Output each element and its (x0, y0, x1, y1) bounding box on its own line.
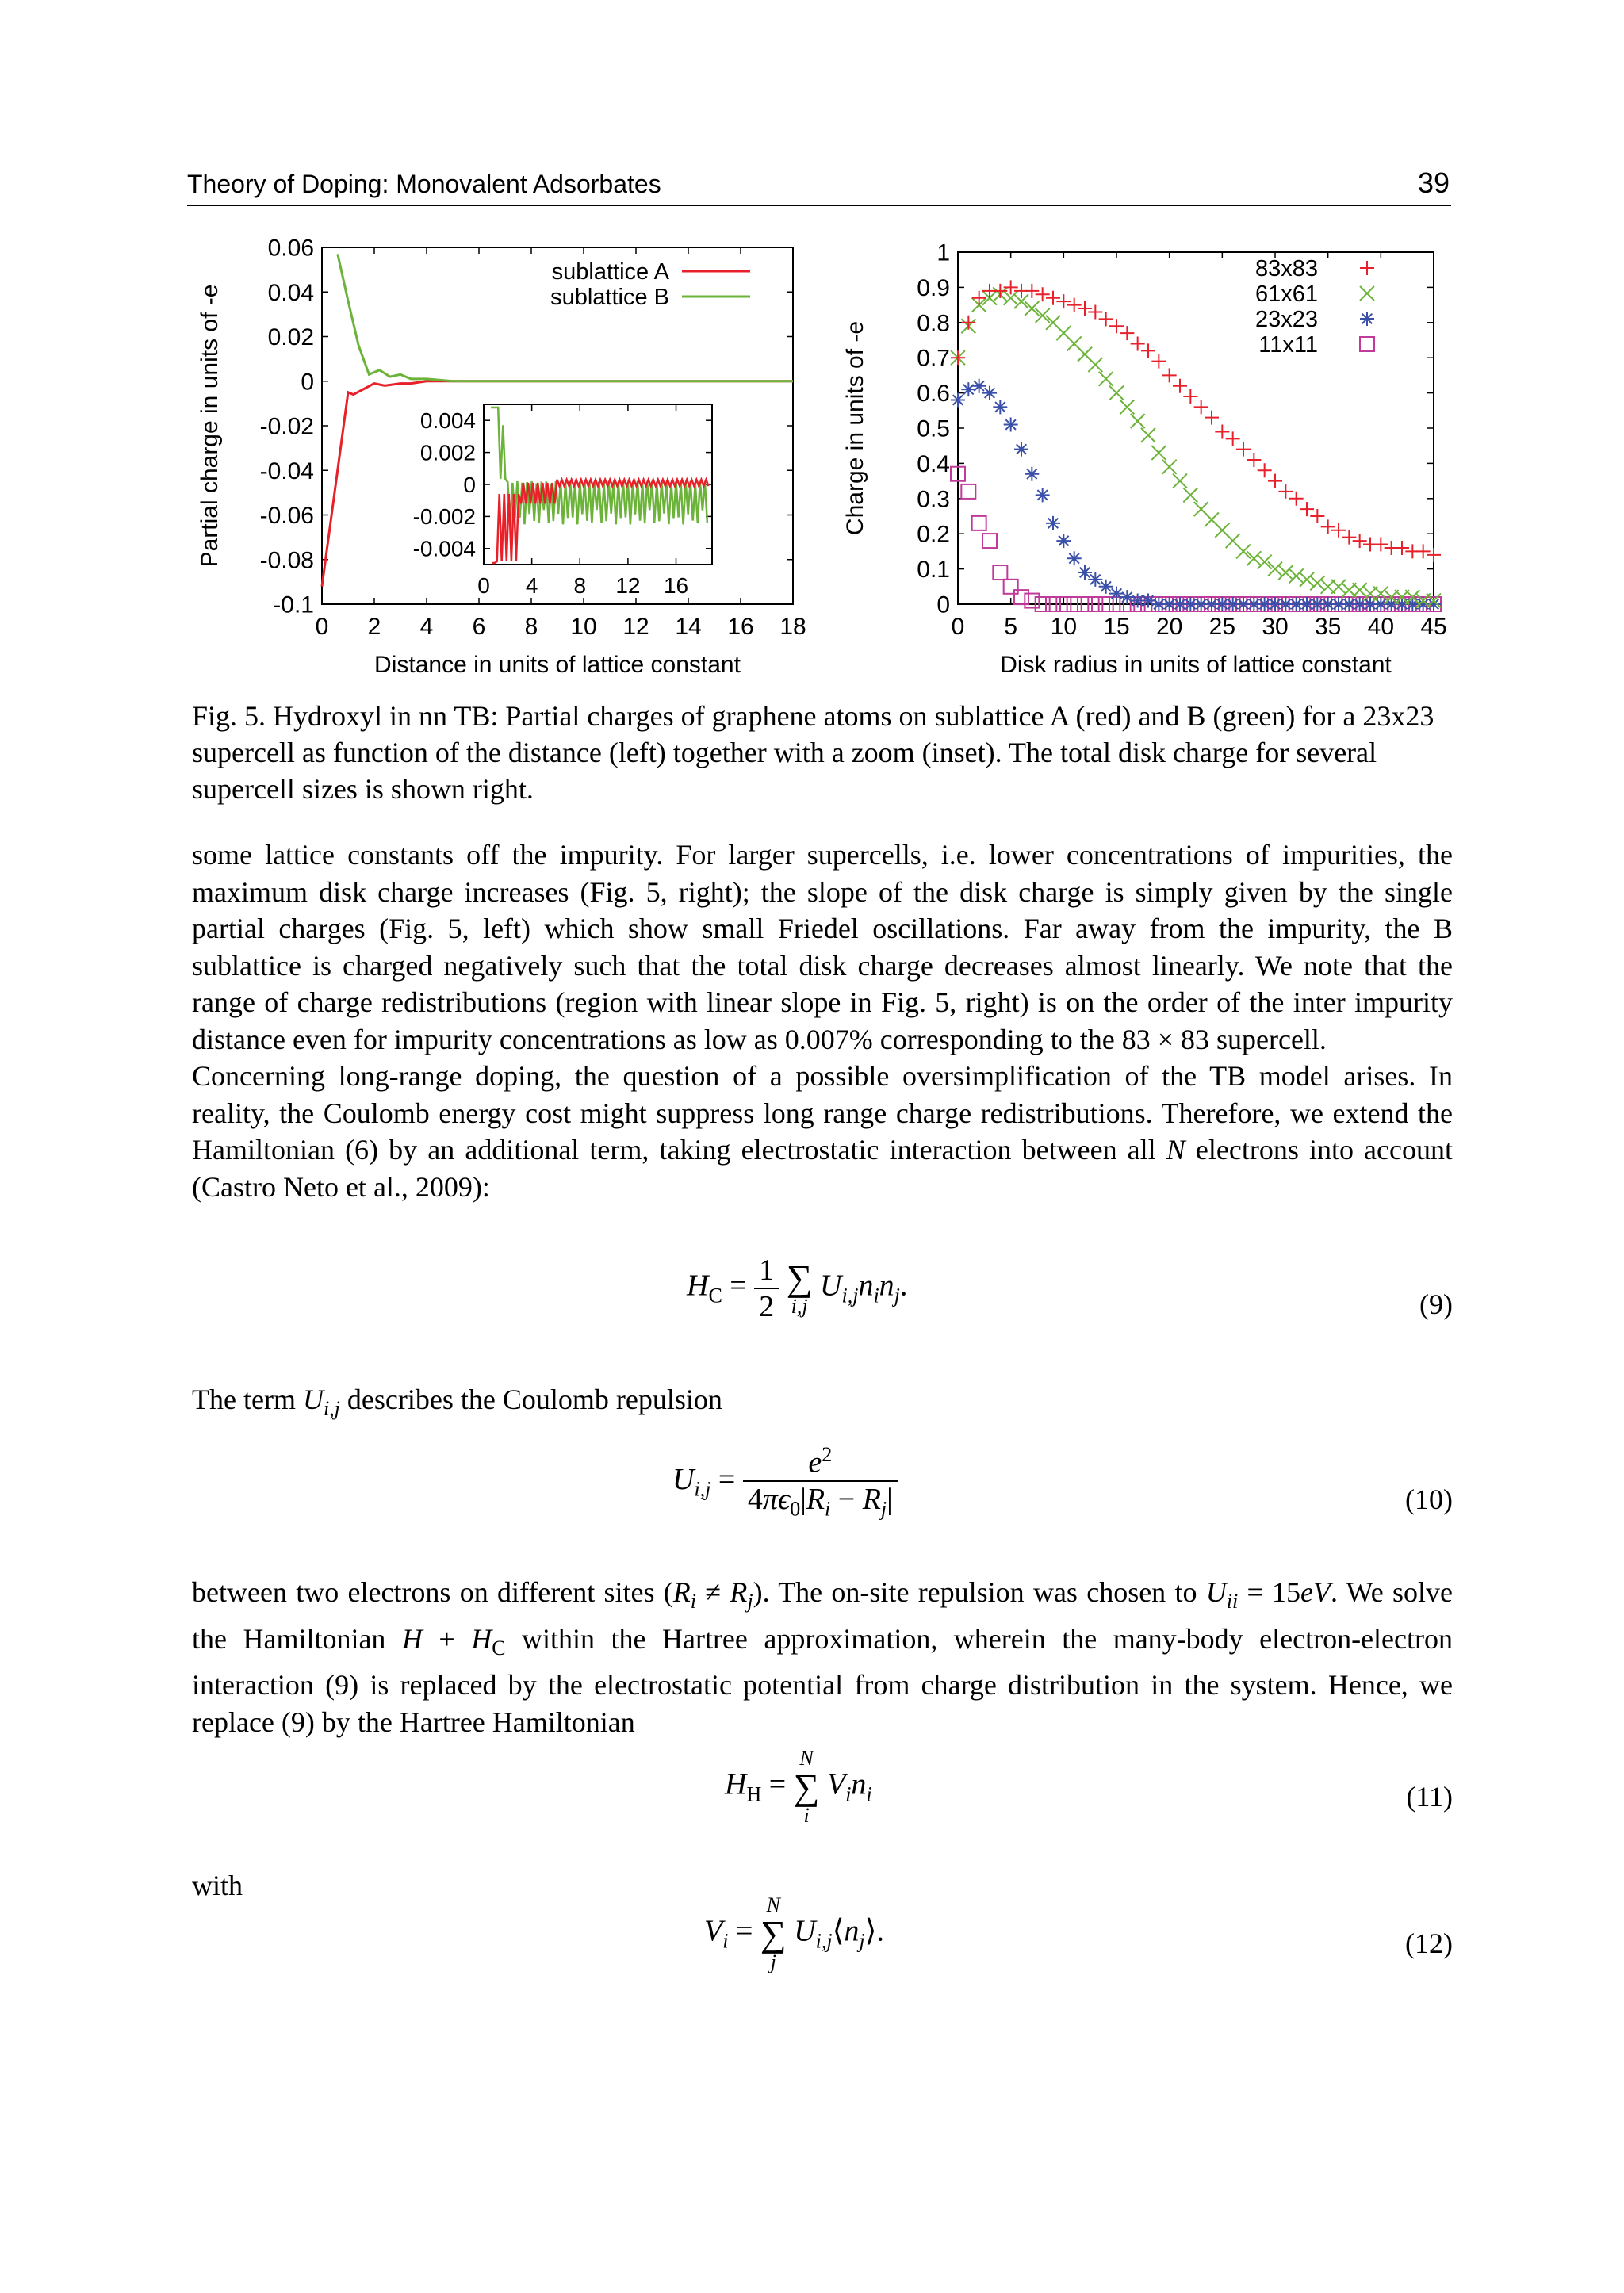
right-chart-legend-marker (1360, 337, 1374, 351)
right-chart-point (1236, 442, 1251, 457)
right-chart-point (1236, 544, 1251, 558)
left-chart-xtick-label: 12 (622, 614, 649, 640)
right-chart-legend-marker (1360, 312, 1374, 326)
right-chart-point (1258, 555, 1272, 569)
right-chart-point (1025, 467, 1039, 481)
right-chart-point (1046, 291, 1060, 305)
right-chart-point (1183, 488, 1197, 502)
left-chart-ytick-label: -0.06 (259, 503, 314, 529)
left-chart-y-axis-title: Partial charge in units of -e (197, 284, 223, 568)
right-chart-legend-label: 23x23 (1254, 307, 1318, 332)
right-chart-point (1014, 442, 1028, 457)
right-chart-point (1427, 597, 1441, 611)
left-chart-ytick-label: -0.08 (259, 547, 314, 574)
equation-10-number: (10) (1405, 1483, 1453, 1515)
right-chart-point (1099, 580, 1113, 594)
right-chart-xtick-label: 35 (1314, 614, 1342, 640)
inset-xtick-label: 12 (615, 573, 641, 598)
right-chart-point (961, 316, 975, 330)
equation-11-number: (11) (1406, 1781, 1453, 1813)
right-chart-point (1331, 580, 1346, 594)
right-chart-ytick-label: 0.7 (917, 345, 950, 372)
right-chart-point (1014, 590, 1028, 604)
right-chart-point (972, 516, 986, 530)
equation-9-number: (9) (1419, 1288, 1453, 1320)
right-chart-point (982, 386, 997, 400)
right-chart-xtick-label: 25 (1208, 614, 1236, 640)
left-chart-xtick-label: 8 (524, 614, 538, 640)
figure-caption: Fig. 5. Hydroxyl in nn TB: Partial charges of graphene atoms on sublattice A (red) and B (green) for a 23x23 supercell as function of the distance (left) together with a zoom (inset). The total disk charge for several supercell sizes is shown right. (192, 700, 1434, 805)
running-title: Theory of Doping: Monovalent Adsorbates (187, 170, 661, 198)
right-chart-xtick-label: 45 (1420, 614, 1447, 640)
right-chart-ytick-label: 0.6 (917, 381, 950, 408)
equation-12: $V_i$ = N ∑ j $U_{i,j}⟨n_j⟩$. (12) (704, 1893, 1453, 1973)
right-chart-point (1120, 400, 1134, 414)
right-chart-point (1205, 411, 1219, 425)
left-chart-ytick-label: -0.02 (259, 413, 314, 440)
right-chart-point (1427, 548, 1441, 562)
right-chart-point (1247, 551, 1261, 565)
right-chart-point (1247, 453, 1261, 467)
right-chart-point (1036, 308, 1050, 323)
right-chart-point (1025, 594, 1039, 608)
right-chart-xtick-label: 30 (1262, 614, 1289, 640)
right-chart-point (1036, 287, 1050, 301)
inset-ytick-label: -0.002 (412, 504, 476, 530)
right-chart-xtick-label: 40 (1367, 614, 1395, 640)
left-chart-x-axis-title: Distance in units of lattice constant (374, 652, 741, 678)
right-chart-point (982, 534, 997, 548)
right-chart-point (961, 484, 975, 499)
partial-charge-chart (187, 238, 822, 690)
right-chart-point (1067, 551, 1082, 565)
inset-xtick-label: 4 (525, 573, 538, 598)
inset-ytick-label: -0.004 (412, 536, 476, 561)
left-chart-ytick-label: 0 (301, 369, 314, 396)
right-chart-point (1310, 509, 1324, 523)
right-chart-point (1120, 326, 1134, 340)
right-chart-point (1004, 418, 1018, 432)
left-chart-xtick-label: 18 (779, 614, 806, 640)
right-chart-point (1300, 572, 1314, 587)
right-chart-point (1373, 538, 1388, 552)
with-text: with (192, 1870, 243, 1901)
right-chart-point (1183, 389, 1197, 404)
equation-9: $H_C$ = $\frac{1}{2}$ ∑ i,j $U_{i,j}n_in_j$. (9) (687, 1254, 1453, 1323)
right-chart-ytick-label: 0 (936, 591, 950, 618)
right-chart-point (951, 392, 965, 407)
right-chart-x-axis-title: Disk radius in units of lattice constant (1000, 652, 1392, 678)
right-chart-point (993, 284, 1007, 298)
right-chart-legend-marker (1360, 261, 1374, 275)
right-chart-point (1416, 544, 1431, 558)
right-chart-ytick-label: 0.2 (917, 521, 950, 548)
right-chart-ytick-label: 0.3 (917, 486, 950, 513)
body-paragraph-2: The term $U_{i,j}$ describes the Coulomb repulsion (192, 1384, 722, 1421)
right-chart-point (1151, 354, 1166, 369)
right-chart-point (1395, 541, 1409, 555)
right-chart-xtick-label: 5 (1004, 614, 1018, 640)
right-chart-point (1194, 400, 1208, 414)
right-chart-point (972, 379, 986, 393)
left-chart-ytick-label: 0.02 (267, 324, 314, 350)
equation-10: $U_{i,j}$ = $\frac{e^2}{4\pi\epsilon_0|R_i - R_j|}$ (10) (672, 1443, 1453, 1521)
right-chart-point (1173, 379, 1187, 393)
inset-xtick-label: 8 (573, 573, 587, 598)
right-chart-point (1151, 446, 1166, 460)
left-chart-ytick-label: 0.06 (267, 238, 314, 262)
right-chart-point (1300, 502, 1314, 516)
right-chart-legend-label: 83x83 (1254, 256, 1318, 281)
right-chart-point (1268, 562, 1282, 576)
inset-ytick-label: 0 (463, 472, 476, 497)
right-chart-ytick-label: 1 (936, 239, 950, 266)
right-chart-xtick-label: 20 (1155, 614, 1183, 640)
left-chart-xtick-label: 10 (570, 614, 597, 640)
right-chart-xtick-label: 0 (951, 614, 965, 640)
right-chart-point (1353, 534, 1367, 548)
right-chart-xtick-label: 10 (1050, 614, 1078, 640)
right-chart-ytick-label: 0.5 (917, 415, 950, 442)
right-chart-point (1088, 572, 1102, 587)
right-chart-point (1289, 568, 1304, 583)
left-chart-xtick-label: 6 (472, 614, 486, 640)
left-chart-xtick-label: 14 (675, 614, 702, 640)
right-chart-point (1162, 460, 1177, 474)
right-chart-point (1078, 565, 1092, 580)
inset-ytick-label: 0.004 (419, 408, 476, 433)
right-chart-point (961, 382, 975, 396)
right-chart-point (1226, 431, 1240, 446)
left-chart-ytick-label: 0.04 (267, 279, 314, 306)
right-chart-point (993, 565, 1007, 580)
right-chart-point (1131, 414, 1145, 428)
left-chart-xtick-label: 2 (367, 614, 381, 640)
left-chart-ytick-label: -0.04 (259, 457, 314, 484)
right-chart-xtick-label: 15 (1103, 614, 1130, 640)
right-chart-point (1141, 428, 1155, 442)
right-chart-ytick-label: 0.8 (917, 310, 950, 337)
left-chart-xtick-label: 4 (419, 614, 434, 640)
disk-charge-chart (825, 238, 1459, 690)
right-chart-point (1109, 587, 1124, 601)
left-chart-legend-label: sublattice A (551, 259, 669, 285)
right-chart-point (1278, 565, 1293, 580)
right-chart-point (1162, 368, 1177, 382)
right-chart-legend-label: 11x11 (1258, 332, 1318, 358)
right-chart-point (1353, 583, 1367, 597)
right-chart-point (1215, 424, 1229, 438)
right-chart-point (1173, 474, 1187, 488)
right-chart-point (1088, 358, 1102, 372)
right-chart-point (1141, 343, 1155, 358)
equation-11: $H_H$ = N ∑ i $V_in_i$ (11) (725, 1747, 1453, 1827)
right-chart-point (1056, 294, 1071, 308)
inset-xtick-label: 16 (663, 573, 689, 598)
right-chart-point (1258, 463, 1272, 477)
right-chart-point (1342, 530, 1356, 545)
right-chart-point (1078, 301, 1092, 316)
right-chart-point (1278, 484, 1293, 499)
right-chart-point (1120, 590, 1134, 604)
body-paragraph-1 (192, 836, 1453, 1205)
paragraph-1a: some lattice constants off the impurity. For larger supercells, i.e. lower concentrations of impurities, the maximum disk charge increases (Fig. 5, right); the slope of the disk charge is simply given by the single partial charges (Fig. 5, left) which show small Friedel oscillations. Far away from the impurity, the B sublattice is charged negatively such that the total disk charge decreases almost linearly. We note that the range of charge redistributions (region with linear slope in Fig. 5, right) is on the order of the inter impurity distance even for impurity concentrations as low as 0.007% corresponding to the 83 × 83 supercell. (192, 839, 1453, 1055)
inset-ytick-label: 0.002 (419, 440, 476, 465)
right-chart-point (1099, 372, 1113, 386)
right-chart-legend-label: 61x61 (1254, 281, 1318, 307)
right-chart-point (1109, 386, 1124, 400)
body-paragraph-3: between two electrons on different sites $(R_i \ne R_j)$. The on-site repulsion was chosen to $U_{ii} = 15eV$. We solve the Hamiltonian $H + H_C$ within the Hartree approximation, wherein the many-body electron-electron interaction (9) is replaced by the electrostatic potential from charge distribution in the system. Hence, we replace (9) by the Hartree Hamiltonian (192, 1576, 1453, 1738)
left-chart-ytick-label: -0.1 (273, 591, 314, 618)
inset-xtick-label: 0 (477, 573, 490, 598)
right-chart-point (1004, 580, 1018, 594)
right-chart-point (1036, 488, 1050, 502)
right-chart-point (1109, 319, 1124, 333)
right-chart-point (1141, 594, 1155, 608)
right-chart-point (1088, 304, 1102, 319)
right-chart-legend-marker (1360, 286, 1374, 301)
right-chart-point (1268, 474, 1282, 488)
right-chart-y-axis-title: Charge in units of -e (842, 320, 868, 536)
right-chart-point (1321, 519, 1335, 534)
right-chart-point (1056, 534, 1071, 548)
paragraph-1b: Concerning long-range doping, the question of a possible oversimplification of the TB model arises. In reality, the Coulomb energy cost might suppress long range charge redistributions. Therefore, we extend the Hamiltonian (6) by an additional term, taking electrostatic interaction between all N electrons into account (Castro Neto et al., 2009): (192, 1060, 1453, 1203)
right-chart-point (1331, 523, 1346, 538)
right-chart-ytick-label: 0.4 (917, 450, 950, 477)
right-chart-point (1289, 492, 1304, 506)
equation-12-number: (12) (1405, 1927, 1453, 1959)
right-chart-point (1025, 301, 1039, 316)
page-number: 39 (1417, 167, 1450, 199)
left-chart-legend-label: sublattice B (550, 285, 669, 310)
right-chart-point (993, 400, 1007, 414)
left-chart-xtick-label: 16 (727, 614, 754, 640)
left-chart-xtick-label: 0 (315, 614, 329, 640)
right-chart-point (1046, 516, 1060, 530)
right-chart-point (1099, 312, 1113, 326)
right-chart-point (1310, 576, 1324, 590)
right-chart-point (1067, 298, 1082, 312)
right-chart-ytick-label: 0.1 (917, 557, 950, 584)
running-header (187, 165, 1451, 206)
right-chart-ytick-label: 0.9 (917, 274, 950, 301)
right-chart-point (1131, 336, 1145, 350)
